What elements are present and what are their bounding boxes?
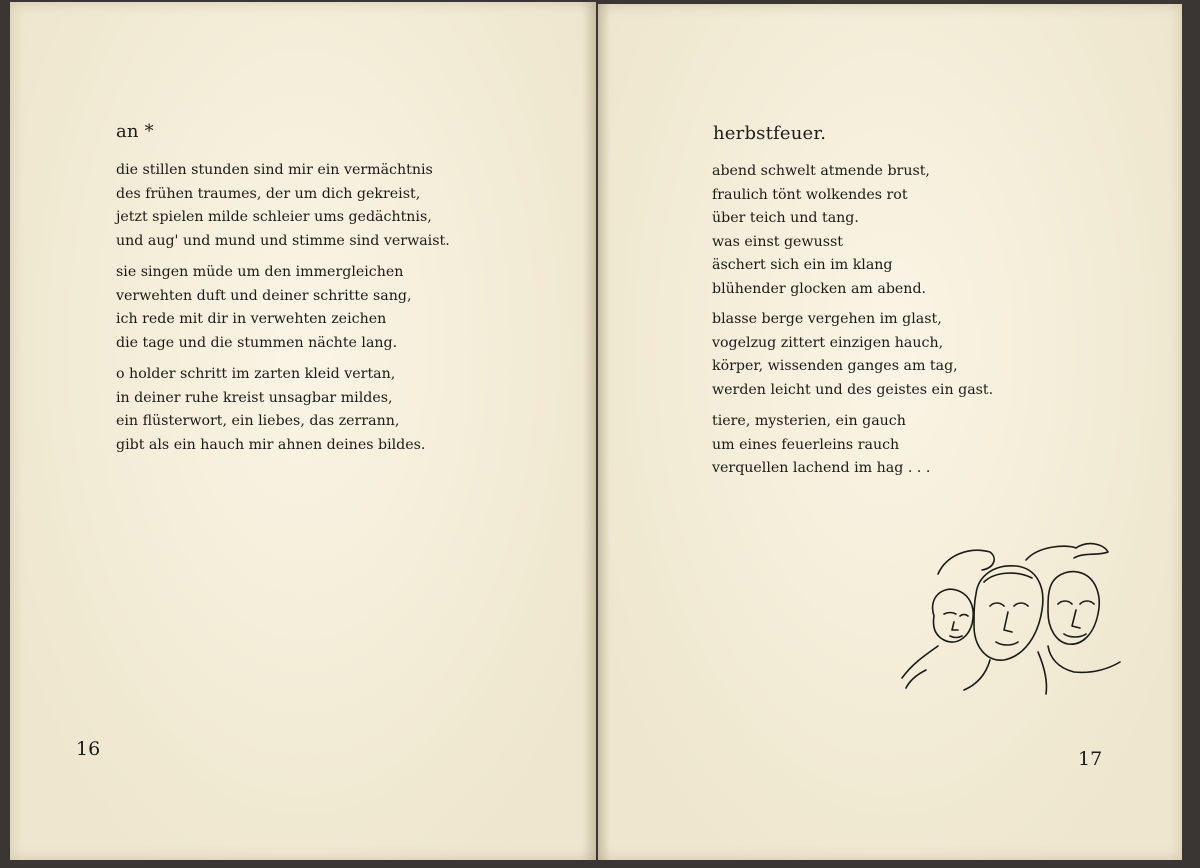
verse-line: abend schwelt atmende brust, [712, 163, 930, 179]
poem-title: herbstfeuer. [713, 123, 827, 144]
verse-line: blasse berge vergehen im glast, [712, 311, 942, 327]
verse-line: äschert sich ein im klang [712, 257, 893, 273]
verse-line: in deiner ruhe kreist unsagbar mildes, [116, 389, 393, 406]
verse-line: jetzt spielen milde schleier ums gedächtnis, [116, 209, 432, 225]
verse-line: werden leicht und des geistes ein gast. [712, 381, 994, 398]
verse-line: sie singen müde um den immergleichen [116, 264, 404, 280]
stanza [116, 159, 450, 253]
verse-line: gibt als ein hauch mir ahnen deines bildes. [116, 436, 426, 453]
verse-line: über teich und tang. [712, 210, 859, 226]
stanza [116, 261, 411, 355]
verse-line: die stillen stunden sind mir ein vermächtnis [116, 162, 433, 178]
verse-line: ich rede mit dir in verwehten zeichen [116, 311, 387, 327]
left-page [10, 2, 596, 860]
verse-line: und aug' und mund und stimme sind verwaist. [116, 232, 450, 249]
gutter-shadow [598, 4, 610, 860]
page-number: 17 [1078, 748, 1103, 770]
stanza [116, 363, 425, 457]
stanza [712, 308, 993, 402]
verse-line: verwehten duft und deiner schritte sang, [116, 287, 412, 304]
verse-line: o holder schritt im zarten kleid vertan, [116, 366, 396, 382]
verse-line: um eines feuerleins rauch [712, 436, 900, 453]
stanza [712, 160, 930, 301]
gutter-shadow [582, 2, 596, 860]
verse-line: was einst gewusst [712, 233, 843, 250]
three-faces-sketch-icon [898, 534, 1128, 704]
verse-line: verquellen lachend im hag . . . [712, 460, 931, 476]
verse-line: körper, wissenden ganges am tag, [712, 358, 958, 374]
right-page [598, 4, 1182, 860]
verse-line: blühender glocken am abend. [712, 280, 927, 297]
verse-line: des frühen traumes, der um dich gekreist, [116, 185, 421, 202]
verse-line: fraulich tönt wolkendes rot [712, 186, 908, 203]
verse-line: vogelzug zittert einzigen hauch, [712, 334, 944, 351]
verse-line: tiere, mysterien, ein gauch [712, 413, 906, 429]
page-number: 16 [76, 738, 101, 760]
verse-line: ein flüsterwort, ein liebes, das zerrann, [116, 413, 400, 429]
verse-line: die tage und die stummen nächte lang. [116, 334, 398, 351]
stanza [712, 410, 930, 481]
poem-title: an * [116, 121, 154, 142]
